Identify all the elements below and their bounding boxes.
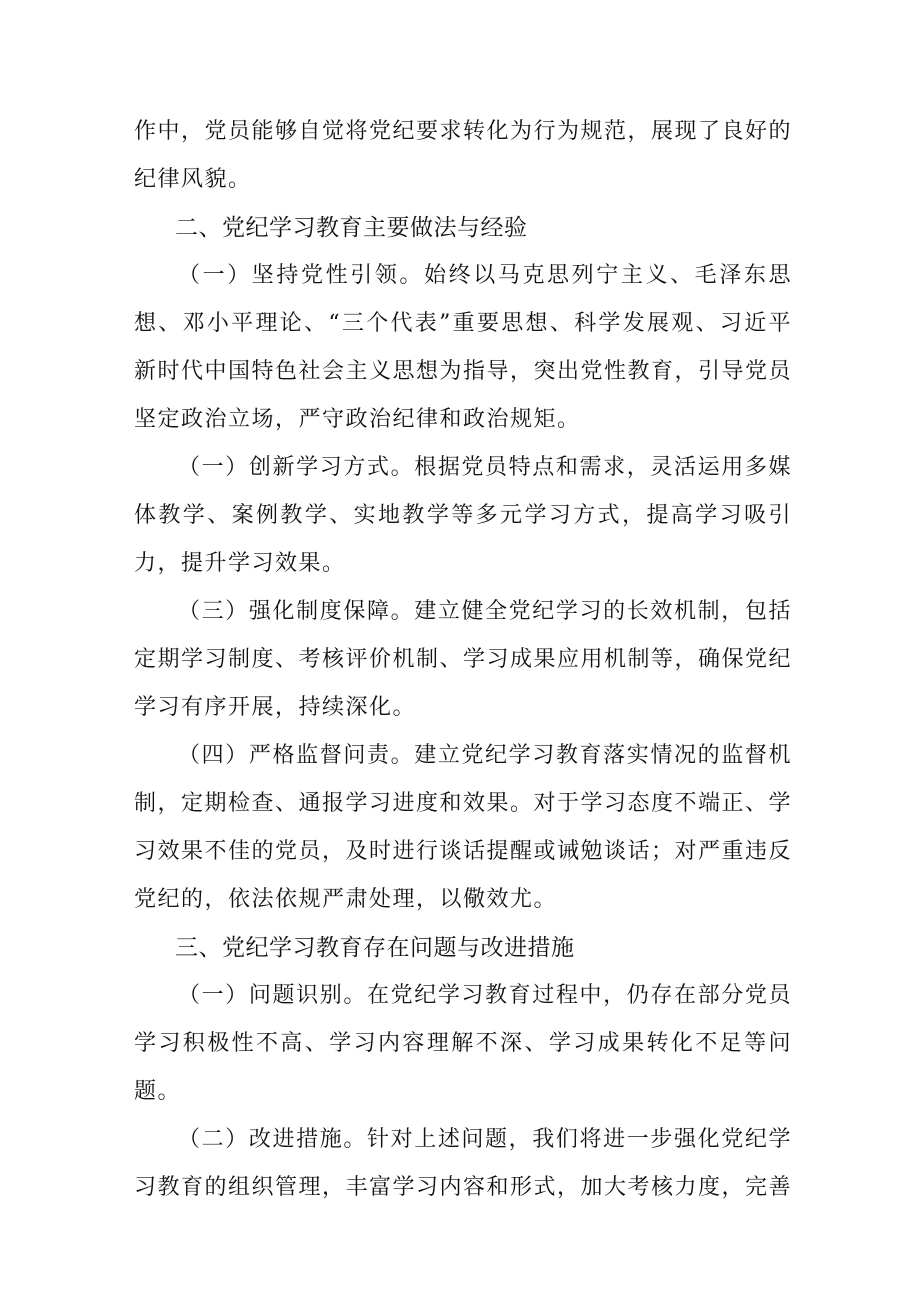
paragraph-party-spirit: （一）坚持党性引领。始终以马克思列宁主义、毛泽东思想、邓小平理论、“三个代表”重要思想、科学发展观、习近平新时代中国特色社会主义思想为指导，突出党性教育，引导党员坚定政治立场，严守政治纪律和政治规矩。: [134, 263, 793, 432]
paragraph-problem-identification: （一）问题识别。在党纪学习教育过程中，仍存在部分党员学习积极性不高、学习内容理解不深、学习成果转化不足等问题。: [134, 983, 792, 1104]
section-heading-three: 三、党纪学习教育存在问题与改进措施: [175, 935, 575, 961]
section-heading-two: 二、党纪学习教育主要做法与经验: [175, 215, 528, 241]
paragraph-supervision: （四）严格监督问责。建立党纪学习教育落实情况的监督机制，定期检查、通报学习进度和效果。对于学习态度不端正、学习效果不佳的党员，及时进行谈话提醒或诫勉谈话；对严重违反党纪的，依法依规严肃处理，以儆效尤。: [134, 743, 793, 912]
paragraph-continuation: 作中，党员能够自觉将党纪要求转化为行为规范，展现了良好的纪律风貌。: [134, 119, 793, 192]
document-body: [134, 108, 792, 1212]
paragraph-learning-methods: （一）创新学习方式。根据党员特点和需求，灵活运用多媒体教学、案例教学、实地教学等多元学习方式，提高学习吸引力，提升学习效果。: [134, 455, 792, 576]
paragraph-system-guarantee: （三）强化制度保障。建立健全党纪学习的长效机制，包括定期学习制度、考核评价机制、学习成果应用机制等，确保党纪学习有序开展，持续深化。: [134, 599, 793, 720]
paragraph-improvement-measures: （二）改进措施。针对上述问题，我们将进一步强化党纪学习教育的组织管理，丰富学习内容和形式，加大考核力度，完善: [134, 1127, 793, 1200]
